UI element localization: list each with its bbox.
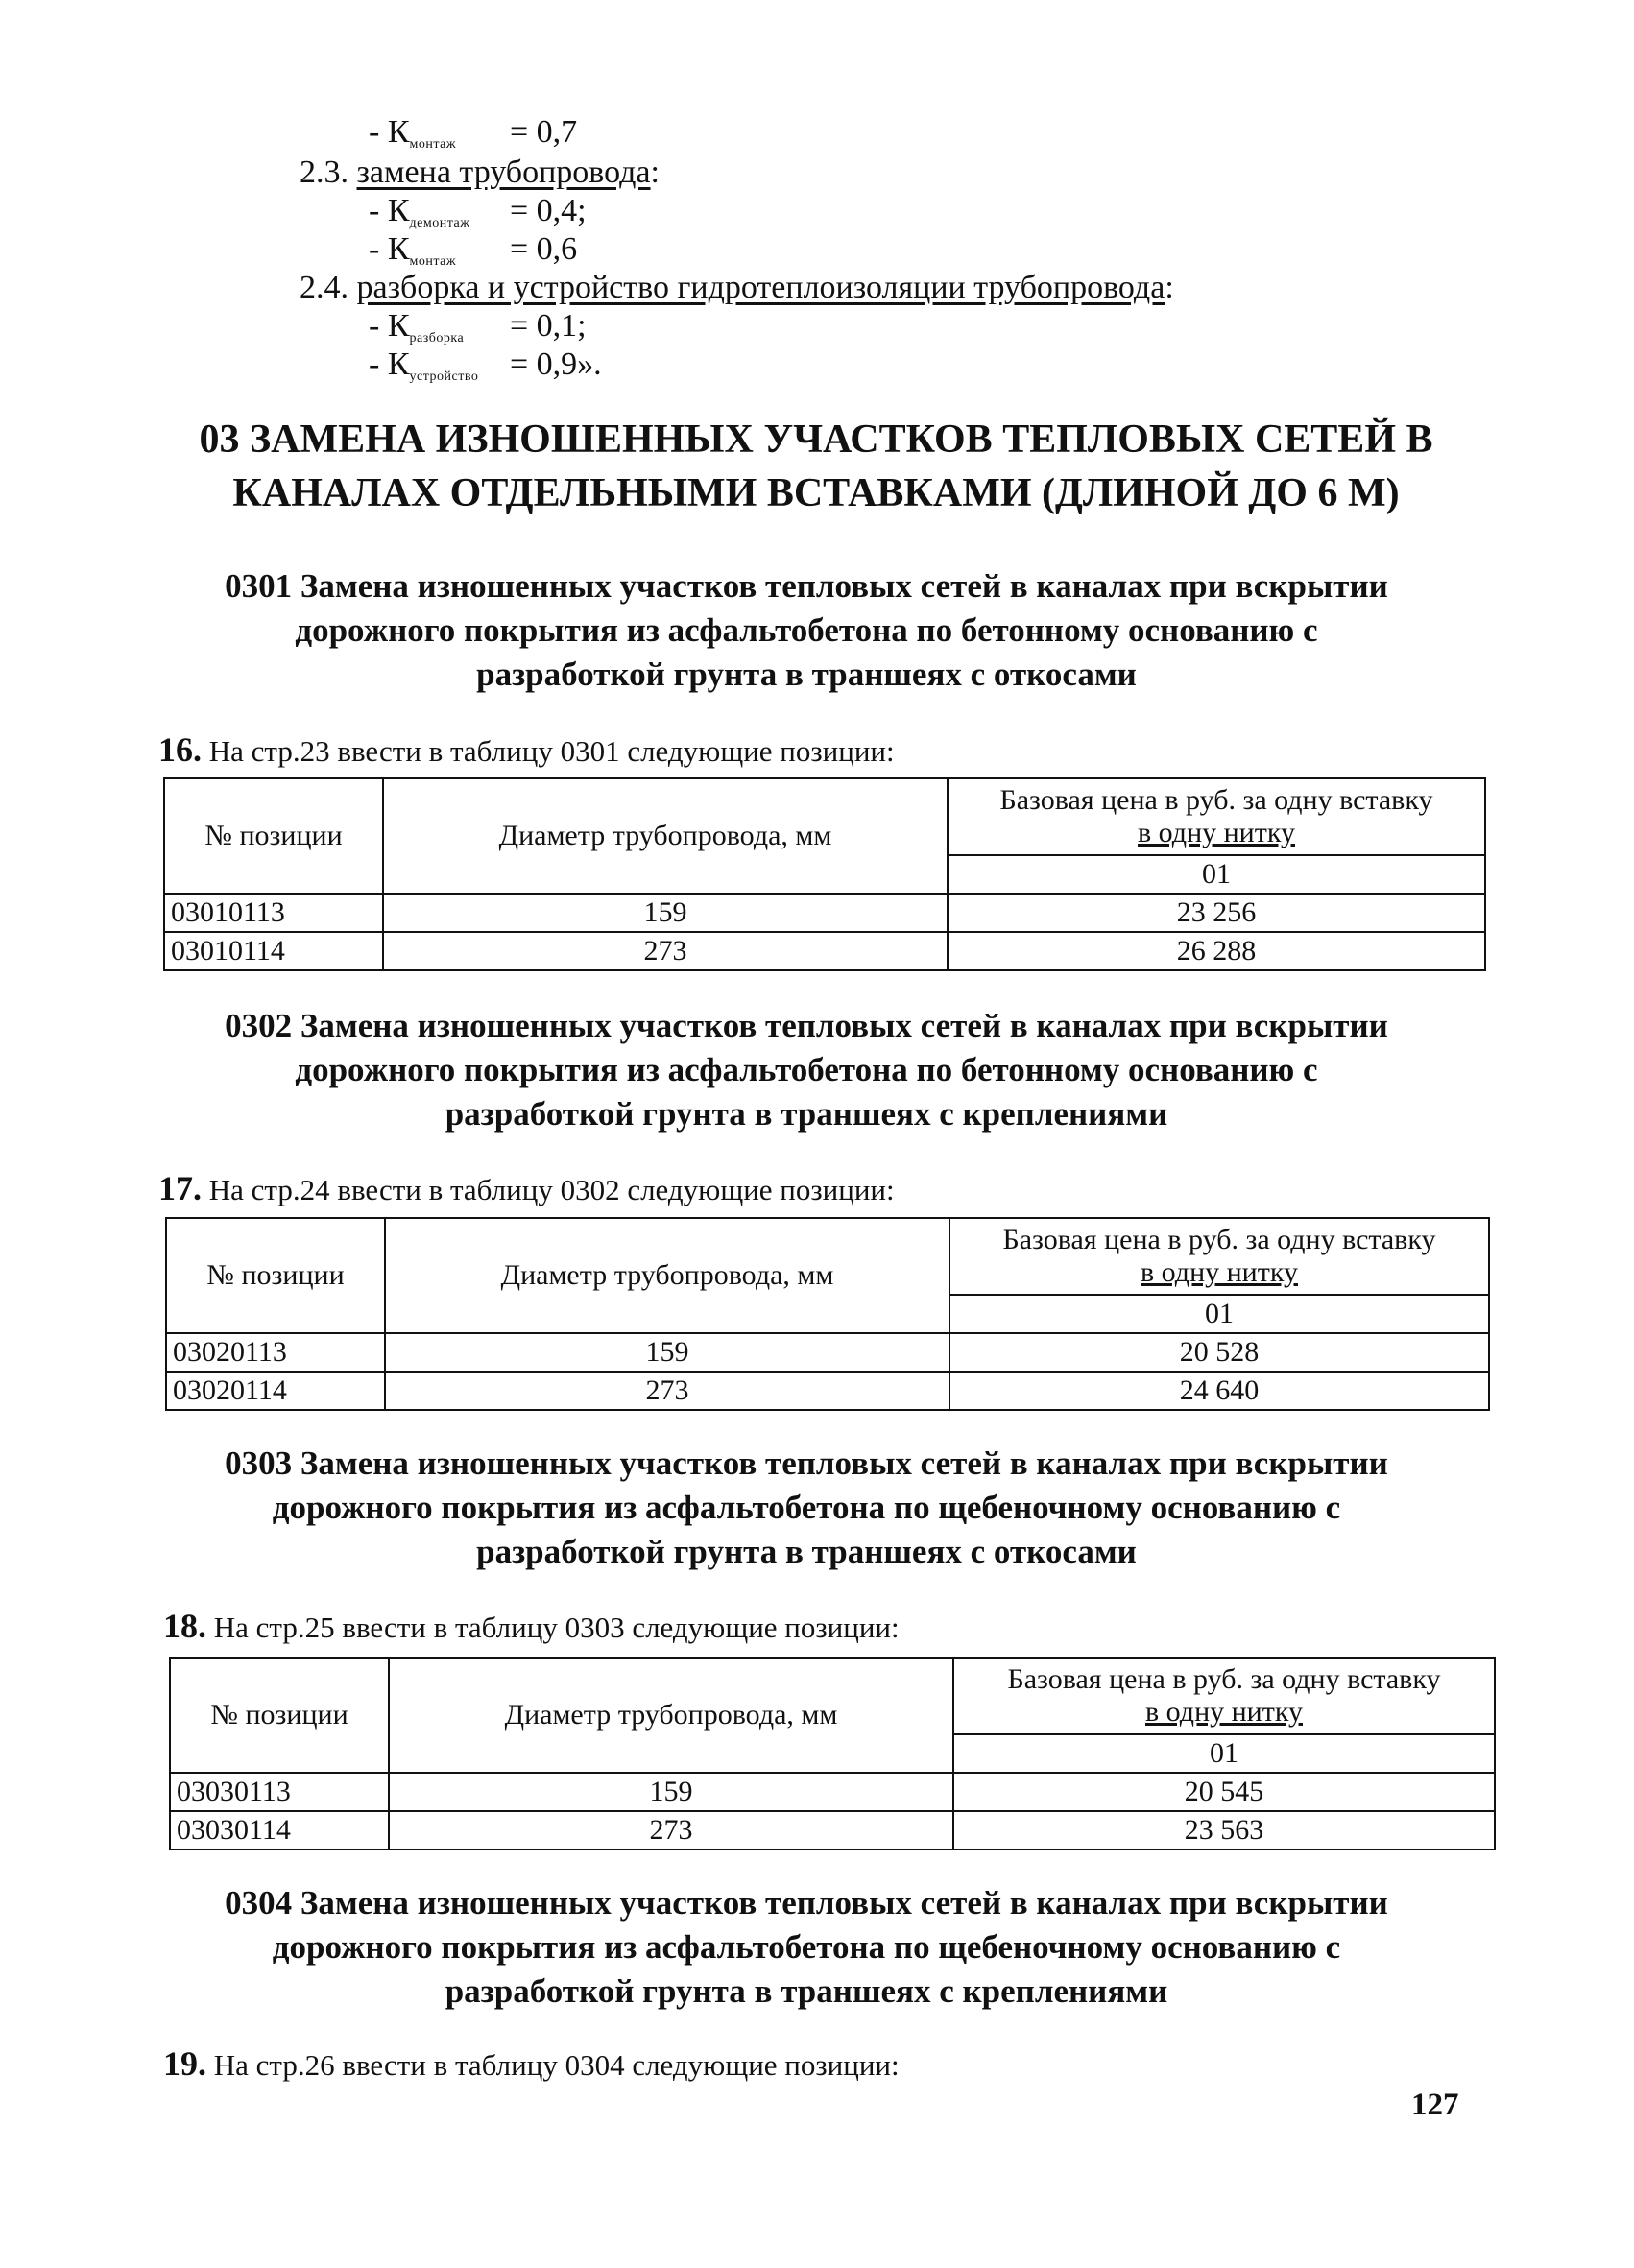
cell-diameter: 159	[385, 1333, 949, 1372]
subsection-0304-title	[115, 1881, 1498, 2014]
cell-price: 23 563	[953, 1811, 1495, 1850]
table-row	[164, 932, 1485, 970]
header-price-code: 01	[949, 1295, 1489, 1333]
header-price-code: 01	[948, 855, 1485, 894]
cell-diameter: 273	[389, 1811, 953, 1850]
coef-subscript: монтаж	[409, 137, 457, 152]
cell-price: 20 545	[953, 1773, 1495, 1811]
subsection-title-line: 0301 Замена изношенных участков тепловых сетей в каналах при вскрытии	[225, 567, 1388, 605]
subsection-title-line: дорожного покрытия из асфальтобетона по бетонному основанию с	[295, 1051, 1318, 1088]
header-position: № позиции	[166, 1218, 385, 1333]
header-price	[948, 778, 1485, 855]
cell-diameter: 273	[385, 1372, 949, 1410]
section-title-line-2: КАНАЛАХ ОТДЕЛЬНЫМИ ВСТАВКАМИ (ДЛИНОЙ ДО 6 М)	[232, 471, 1400, 515]
item-title: замена трубопровода	[356, 155, 651, 190]
instruction-number: 17.	[158, 1169, 202, 1207]
section-title	[144, 413, 1488, 520]
item-colon: :	[650, 155, 660, 190]
item-number: 2.3.	[300, 155, 348, 190]
coef-label: - К	[369, 114, 410, 150]
subsection-0301-title	[115, 564, 1498, 697]
cell-price: 26 288	[948, 932, 1485, 970]
subsection-0302-title	[115, 1004, 1498, 1136]
cell-diameter: 159	[389, 1773, 953, 1811]
instruction-text: На стр.26 ввести в таблицу 0304 следующие позиции:	[213, 2048, 900, 2082]
subsection-title-line: дорожного покрытия из асфальтобетона по бетонному основанию с	[295, 611, 1318, 649]
header-price-line-1: Базовая цена в руб. за одну вставку	[1002, 1224, 1436, 1255]
coef-ustroystvo-line	[369, 346, 602, 396]
cell-position: 03010113	[164, 894, 383, 932]
header-diameter: Диаметр трубопровода, мм	[383, 778, 948, 894]
cell-position: 03020114	[166, 1372, 385, 1410]
header-position: № позиции	[164, 778, 383, 894]
cell-price: 20 528	[949, 1333, 1489, 1372]
coef-subscript: разборка	[409, 331, 465, 346]
table-row	[166, 1372, 1489, 1410]
subsection-0303-title	[115, 1442, 1498, 1574]
instruction-number: 18.	[163, 1607, 206, 1645]
subsection-title-line: дорожного покрытия из асфальтобетона по щебеночному основанию с	[272, 1489, 1341, 1526]
header-position: № позиции	[170, 1658, 389, 1773]
subsection-title-line: разработкой грунта в траншеях с креплениями	[445, 1972, 1168, 2010]
table-row	[166, 1333, 1489, 1372]
subsection-title-line: 0303 Замена изношенных участков тепловых сетей в каналах при вскрытии	[225, 1444, 1388, 1482]
instruction-17	[158, 1171, 895, 1207]
subsection-title-line: разработкой грунта в траншеях с откосами	[476, 1533, 1137, 1570]
instruction-number: 19.	[163, 2044, 206, 2083]
header-price-line-2: в одну нитку	[1138, 817, 1295, 848]
coef-value: = 0,4;	[510, 193, 587, 228]
header-price-line-2: в одну нитку	[1145, 1696, 1303, 1728]
coef-value: = 0,7	[510, 114, 578, 150]
header-price-code: 01	[953, 1734, 1495, 1773]
header-diameter: Диаметр трубопровода, мм	[385, 1218, 949, 1333]
subsection-title-line: 0304 Замена изношенных участков тепловых сетей в каналах при вскрытии	[225, 1884, 1388, 1922]
item-number: 2.4.	[300, 270, 348, 305]
table-0303	[169, 1657, 1496, 1850]
coef-label: - К	[369, 193, 410, 228]
coef-label: - К	[369, 231, 410, 267]
header-price	[953, 1658, 1495, 1734]
cell-position: 03030114	[170, 1811, 389, 1850]
header-price-line-1: Базовая цена в руб. за одну вставку	[1007, 1663, 1441, 1695]
header-price-line-2: в одну нитку	[1141, 1256, 1298, 1288]
header-diameter: Диаметр трубопровода, мм	[389, 1658, 953, 1773]
page-number: 127	[1411, 2088, 1459, 2122]
header-price	[949, 1218, 1489, 1295]
subsection-title-line: разработкой грунта в траншеях с откосами	[476, 656, 1137, 693]
cell-diameter: 273	[383, 932, 948, 970]
table-row	[170, 1773, 1495, 1811]
table-0301	[163, 777, 1486, 971]
item-colon: :	[1165, 270, 1174, 305]
section-title-line-1: 03 ЗАМЕНА ИЗНОШЕННЫХ УЧАСТКОВ ТЕПЛОВЫХ СЕТЕЙ В	[199, 418, 1433, 462]
cell-position: 03010114	[164, 932, 383, 970]
instruction-16	[158, 732, 895, 769]
coef-value: = 0,6	[510, 231, 578, 267]
instruction-number: 16.	[158, 730, 202, 769]
instruction-text: На стр.24 ввести в таблицу 0302 следующие позиции:	[208, 1173, 895, 1206]
coef-value: = 0,9».	[510, 346, 602, 382]
coef-label: - К	[369, 308, 410, 344]
cell-position: 03020113	[166, 1333, 385, 1372]
instruction-19	[163, 2046, 900, 2083]
item-2-3	[300, 154, 660, 192]
header-price-line-1: Базовая цена в руб. за одну вставку	[999, 784, 1433, 816]
instruction-text: На стр.25 ввести в таблицу 0303 следующие позиции:	[213, 1611, 900, 1644]
subsection-title-line: дорожного покрытия из асфальтобетона по щебеночному основанию с	[272, 1928, 1341, 1966]
table-row	[164, 894, 1485, 932]
item-2-4	[300, 269, 1174, 307]
instruction-18	[163, 1609, 900, 1645]
cell-price: 24 640	[949, 1372, 1489, 1410]
cell-price: 23 256	[948, 894, 1485, 932]
cell-position: 03030113	[170, 1773, 389, 1811]
instruction-text: На стр.23 ввести в таблицу 0301 следующие позиции:	[208, 734, 895, 768]
cell-diameter: 159	[383, 894, 948, 932]
coef-value: = 0,1;	[510, 308, 587, 344]
coef-label: - К	[369, 346, 410, 382]
subsection-title-line: 0302 Замена изношенных участков тепловых сетей в каналах при вскрытии	[225, 1007, 1388, 1044]
coef-subscript: монтаж	[409, 254, 457, 269]
coef-subscript: демонтаж	[409, 216, 470, 230]
subsection-title-line: разработкой грунта в траншеях с креплениями	[445, 1095, 1168, 1133]
table-0302	[165, 1217, 1490, 1411]
coef-subscript: устройство	[409, 370, 479, 384]
table-row	[170, 1811, 1495, 1850]
item-title: разборка и устройство гидротеплоизоляции трубопровода	[356, 270, 1165, 305]
